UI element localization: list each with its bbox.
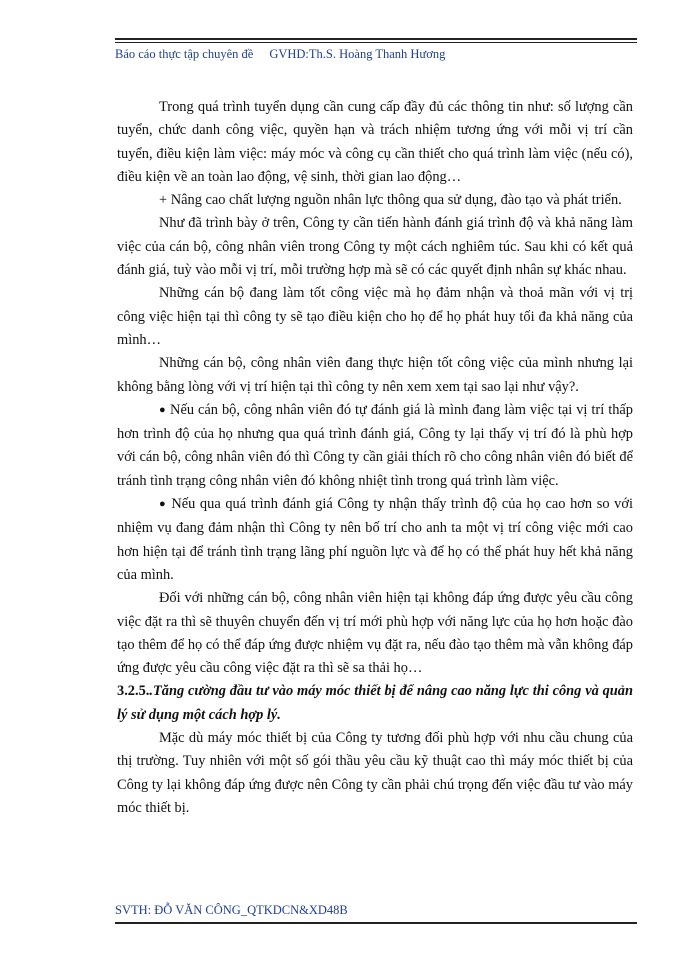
paragraph-recruitment-info: Trong quá trình tuyển dụng cần cung cấp đầy đủ các thông tin như: số lượng cần tuyển, chức danh công việc, quyền hạn và trách nhiệm tương ứng với mỗi vị trí cần tuyển, điều kiện làm việc: máy móc và công cụ cần thiết cho quá trình làm việc (nếu có), điều kiện về an toàn lao động, vệ sinh, thời gian lao động…: [117, 99, 633, 185]
footer-student: SVTH: ĐỖ VĂN CÔNG_QTKDCN&XD48B: [115, 903, 348, 917]
paragraph-good-staff: Những cán bộ đang làm tốt công việc mà họ đảm nhận và thoả mãn với vị trị công việc hiện tại thì công ty sẽ tạo điều kiện cho họ để họ phát huy tối đa khả năng của mình…: [117, 285, 633, 348]
bullet-icon: ●: [159, 498, 167, 511]
advisor-name: GVHD:Th.S. Hoàng Thanh Hương: [269, 47, 446, 61]
document-body: [117, 96, 633, 820]
page-footer: [115, 903, 637, 924]
bullet-text: Nếu qua quá trình đánh giá Công ty nhận thấy trình độ của họ cao hơn so với nhiệm vụ đang đảm nhận thì Công ty nên bố trí cho anh ta một vị trí công việc mới cao hơn hiện tại để tránh tình trạng lãng phí nguồn lực và để họ có thể phát huy hết khả năng của mình.: [117, 496, 633, 583]
header-rule-thin: [115, 42, 637, 43]
paragraph-unsatisfied-staff: Những cán bộ, công nhân viên đang thực hiện tốt công việc của mình nhưng lại không bằng lòng với vị trí hiện tại thì công ty nên xem xem tại sao lại như vậy?.: [117, 355, 633, 395]
paragraph-improve-quality: + Nâng cao chất lượng nguồn nhân lực thông qua sử dụng, đào tạo và phát triển.: [159, 192, 622, 209]
footer-rule: [115, 922, 637, 924]
bullet-icon: ●: [159, 403, 167, 416]
paragraph-evaluation: Như đã trình bày ở trên, Công ty cần tiến hành đánh giá trình độ và khả năng làm việc của cán bộ, công nhân viên trong Công ty một cách nghiêm túc. Sau khi có kết quả đánh giá, tuỳ vào mỗi vị trí, mỗi trường hợp mà sẽ có các quyết định nhân sự khác nhau.: [117, 215, 633, 279]
section-number: 3.2.5.: [117, 683, 150, 700]
header-text: [115, 47, 637, 62]
section-heading: [117, 680, 633, 727]
bullet-text: Nếu cán bộ, công nhân viên đó tự đánh giá là mình đang làm việc tại vị trí thấp hơn trình độ của họ nhưng qua quá trình đánh giá, Công ty lại thấy vị trí đó là phù hợp với cán bộ, công nhân viên đó thì Công ty cần giải thích rõ cho công nhân viên đó biết để tránh tình trạng công nhân viên đó không nhiệt tình trong quá trình làm việc.: [117, 401, 633, 489]
paragraph-machinery: Mặc dù máy móc thiết bị của Công ty tương đối phù hợp với nhu cầu chung của thị trường. Tuy nhiên với một số gói thầu yêu cầu kỹ thuật cao thì máy móc thiết bị của Công ty lại không đáp ứng được nên Công ty cần phải chú trọng đến việc đầu tư vào máy móc thiết bị.: [117, 730, 633, 816]
page-header: [115, 38, 637, 62]
bullet-item: [117, 399, 633, 493]
paragraph-unqualified-staff: Đối với những cán bộ, công nhân viên hiện tại không đáp ứng được yêu cầu công việc đặt ra thì sẽ thuyên chuyển đến vị trí mới phù hợp với năng lực của họ hơn hoặc đào tạo thêm để họ có thể đáp ứng được nhiệm vụ đặt ra, nếu đào tạo thêm mà vẫn không đáp ứng được yêu cầu công việc đặt ra thì sẽ sa thải họ…: [117, 590, 633, 677]
bullet-item: [117, 493, 633, 587]
header-rule: [115, 38, 637, 40]
section-title: .Tăng cường đầu tư vào máy móc thiết bị để nâng cao năng lực thi công và quản lý sử dụng một cách hợp lý.: [117, 683, 633, 723]
report-title: Báo cáo thực tập chuyên đề: [115, 47, 254, 61]
